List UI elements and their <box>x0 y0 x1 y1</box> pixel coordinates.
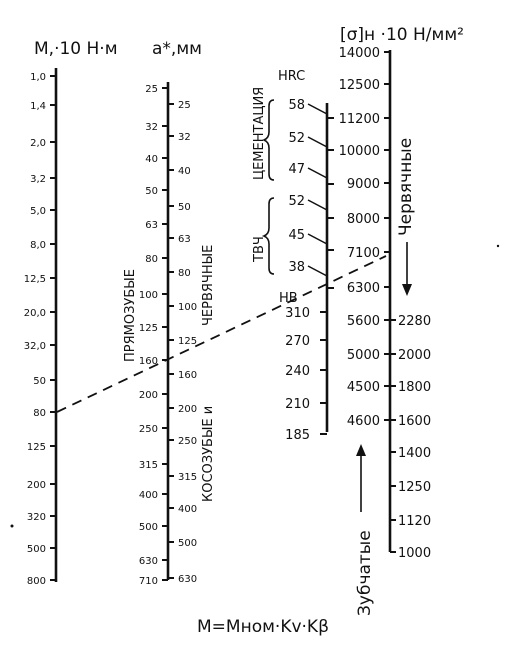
a-worm-label: 200 <box>178 404 198 415</box>
worm-gears-label: Червячные <box>396 137 416 236</box>
a-spur-label: 80 <box>145 254 158 265</box>
gear-teeth-label: Зубчатые <box>355 530 375 616</box>
m-scale-label: 320 <box>26 512 46 523</box>
hrc-link-line <box>308 266 327 276</box>
m-scale-label: 200 <box>26 480 46 491</box>
stress-worm-label: 2000 <box>398 348 432 363</box>
stress-gear-label: 8000 <box>346 212 380 227</box>
scan-dot <box>11 525 14 528</box>
stress-gear-label: 12500 <box>338 78 380 93</box>
stress-worm-label: 1800 <box>398 380 432 395</box>
a-worm-label: 100 <box>178 302 198 313</box>
hrc-link-line <box>308 137 327 147</box>
a-worm-label: 400 <box>178 504 198 515</box>
stress-gear-label: 14000 <box>338 46 380 61</box>
hb-title: HB <box>279 291 298 306</box>
hb-value-label: 270 <box>285 334 310 349</box>
hrc-value-label: 45 <box>288 228 305 243</box>
a-spur-label: 630 <box>138 556 158 567</box>
worm-gears-label-a: ЧЕРВЯЧНЫЕ <box>201 244 216 326</box>
m-scale-label: 2,0 <box>30 138 46 149</box>
a-spur-label: 400 <box>138 490 158 501</box>
stress-gear-label: 4500 <box>346 380 380 395</box>
stress-gear-label: 6300 <box>346 281 380 296</box>
stress-header: [σ]н ·10 Н/мм² <box>340 25 464 45</box>
a-spur-label: 25 <box>145 84 158 95</box>
stress-worm-label: 1000 <box>398 546 432 561</box>
hrc-value-label: 38 <box>288 260 305 275</box>
m-scale <box>24 72 56 587</box>
hf-label: ТВЧ <box>252 236 267 262</box>
a-spur-label: 710 <box>138 576 158 587</box>
a-spur-label: 40 <box>145 154 158 165</box>
a-worm-label: 630 <box>178 574 198 585</box>
helical-gears-label: КОСОЗУБЫЕ и <box>201 405 216 502</box>
a-spur-label: 125 <box>138 323 158 334</box>
hrc-link-line <box>308 200 327 210</box>
m-scale-label: 500 <box>26 544 46 555</box>
cementation-label: ЦЕМЕНТАЦИЯ <box>252 86 267 180</box>
hrc-value-label: 52 <box>288 194 305 209</box>
scan-dot <box>497 245 499 247</box>
m-scale-label: 125 <box>26 442 46 453</box>
a-worm-label: 50 <box>178 202 191 213</box>
a-spur-label: 500 <box>138 522 158 533</box>
a-spur-label: 160 <box>138 356 158 367</box>
a-spur-label: 50 <box>145 186 158 197</box>
stress-gear-label: 7100 <box>346 246 380 261</box>
m-scale-label: 1,4 <box>30 101 46 112</box>
m-scale-label: 5,0 <box>30 206 46 217</box>
m-scale-label: 80 <box>33 408 46 419</box>
a-worm-label: 250 <box>178 436 198 447</box>
hb-value-label: 240 <box>285 364 310 379</box>
m-scale-label: 3,2 <box>30 174 46 185</box>
moment-header: M,·10 Н·м <box>34 39 118 59</box>
m-scale-label: 8,0 <box>30 240 46 251</box>
distance-header: a*,мм <box>152 39 202 59</box>
m-scale-label: 50 <box>33 376 46 387</box>
hrc-link-line <box>308 104 327 114</box>
hrc-value-label: 52 <box>288 131 305 146</box>
gear-arrow-head <box>356 444 366 456</box>
example-dashed-line <box>57 256 386 412</box>
hb-value-label: 310 <box>285 306 310 321</box>
worm-arrow-head <box>402 284 412 296</box>
a-spur-label: 315 <box>138 460 158 471</box>
hb-value-label: 185 <box>285 428 310 443</box>
hrc-link-line <box>308 234 327 244</box>
a-worm-label: 80 <box>178 268 191 279</box>
stress-gear-label: 11200 <box>338 112 380 127</box>
a-spur-label: 100 <box>138 290 158 301</box>
hrc-value-label: 58 <box>288 98 305 113</box>
a-worm-label: 500 <box>178 538 198 549</box>
m-scale-label: 20,0 <box>23 308 46 319</box>
stress-gear-label: 4600 <box>346 414 380 429</box>
a-spur-label: 250 <box>138 424 158 435</box>
stress-gear-label: 9000 <box>346 177 380 192</box>
a-worm-label: 63 <box>178 234 191 245</box>
formula: M=Mном·Kv·Kβ <box>197 617 329 637</box>
a-spur-label: 200 <box>138 390 158 401</box>
stress-worm-label: 1250 <box>398 480 432 495</box>
m-scale-label: 12,5 <box>23 274 46 285</box>
stress-worm-label: 1120 <box>398 514 432 529</box>
a-worm-label: 32 <box>178 132 191 143</box>
stress-gear-label: 5000 <box>346 348 380 363</box>
a-spur-label: 32 <box>145 122 158 133</box>
a-spur-label: 63 <box>145 220 158 231</box>
stress-scale <box>339 46 431 561</box>
m-scale-label: 1,0 <box>30 72 46 83</box>
m-scale-label: 800 <box>26 576 46 587</box>
a-worm-label: 315 <box>178 472 198 483</box>
stress-worm-label: 1600 <box>398 414 432 429</box>
stress-worm-label: 1400 <box>398 446 432 461</box>
a-worm-label: 125 <box>178 336 198 347</box>
m-scale-label: 32,0 <box>23 341 46 352</box>
hb-value-label: 210 <box>285 397 310 412</box>
stress-worm-label: 2280 <box>398 314 432 329</box>
hrc-title: HRC <box>278 69 306 84</box>
stress-gear-label: 10000 <box>338 144 380 159</box>
hrc-value-label: 47 <box>288 162 305 177</box>
stress-gear-label: 5600 <box>346 314 380 329</box>
a-worm-label: 40 <box>178 166 191 177</box>
hrc-link-line <box>308 168 327 178</box>
a-worm-label: 25 <box>178 100 191 111</box>
a-worm-label: 160 <box>178 370 198 381</box>
spur-gears-label: ПРЯМОЗУБЫЕ <box>123 269 138 362</box>
